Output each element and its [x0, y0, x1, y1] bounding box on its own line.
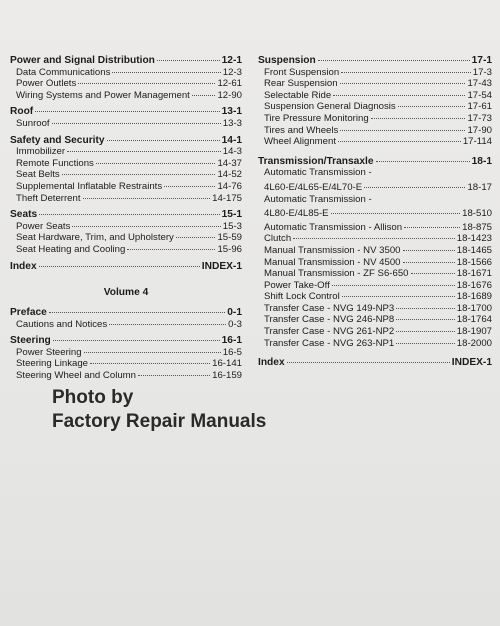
toc-heading-transmission[interactable]: Transmission/Transaxle 18-1 — [258, 153, 492, 165]
toc-heading-safety[interactable]: Safety and Security 14-1 — [10, 132, 242, 144]
toc-entry[interactable]: Transfer Case - NVG 149-NP3 18-1700 — [258, 300, 492, 312]
toc-entry[interactable]: Steering Wheel and Column 16-159 — [10, 367, 242, 379]
toc-entry[interactable]: Seat Belts 14-52 — [10, 166, 242, 178]
toc-entry[interactable]: Seat Hardware, Trim, and Upholstery 15-59 — [10, 229, 242, 241]
toc-entry[interactable]: Supplemental Inflatable Restraints 14-76 — [10, 178, 242, 190]
toc-entry[interactable]: Data Communications 12-3 — [10, 64, 242, 76]
toc-entry[interactable]: Suspension General Diagnosis 17-61 — [258, 98, 492, 110]
toc-entry[interactable]: Power Outlets 12-61 — [10, 75, 242, 87]
toc-entry[interactable]: Power Take-Off 18-1676 — [258, 277, 492, 289]
toc-heading-power-signal[interactable]: Power and Signal Distribution 12-1 — [10, 52, 242, 64]
toc-entry[interactable]: Manual Transmission - NV 4500 18-1566 — [258, 254, 492, 266]
toc-heading-seats[interactable]: Seats 15-1 — [10, 206, 242, 218]
toc-entry[interactable]: Tire Pressure Monitoring 17-73 — [258, 110, 492, 122]
toc-heading-roof[interactable]: Roof 13-1 — [10, 103, 242, 115]
toc-entry[interactable]: Manual Transmission - NV 3500 18-1465 — [258, 242, 492, 254]
photo-watermark — [52, 386, 266, 434]
toc-entry[interactable]: Transfer Case - NVG 263-NP1 18-2000 — [258, 335, 492, 347]
toc-heading-preface[interactable]: Preface 0-1 — [10, 304, 242, 316]
toc-entry[interactable]: Tires and Wheels 17-90 — [258, 122, 492, 134]
toc-heading-index-right[interactable]: Index INDEX-1 — [258, 354, 492, 366]
toc-entry[interactable]: Shift Lock Control 18-1689 — [258, 288, 492, 300]
toc-entry-multiline[interactable]: Automatic Transmission - 4L80-E/4L85-E 18-510 — [264, 193, 492, 220]
toc-entry[interactable]: Sunroof 13-3 — [10, 115, 242, 127]
toc-entry[interactable]: Manual Transmission - ZF S6-650 18-1671 — [258, 265, 492, 277]
toc-entry[interactable]: Remote Functions 14-37 — [10, 155, 242, 167]
toc-entry[interactable]: Selectable Ride 17-54 — [258, 87, 492, 99]
volume-heading: Volume 4 — [103, 287, 149, 299]
toc-entry[interactable]: Automatic Transmission - Allison 18-875 — [258, 219, 492, 231]
toc-right-column — [258, 52, 492, 369]
toc-entry-multiline[interactable]: Automatic Transmission - 4L60-E/4L65-E/4L70-E 18-17 — [264, 167, 492, 193]
toc-entry[interactable]: Wiring Systems and Power Management 12-90 — [10, 87, 242, 99]
watermark-line-2: Factory Repair Manuals — [52, 411, 267, 432]
toc-heading-steering[interactable]: Steering 16-1 — [10, 332, 242, 344]
toc-entry[interactable]: Transfer Case - NVG 261-NP2 18-1907 — [258, 323, 492, 335]
toc-entry[interactable]: Theft Deterrent 14-175 — [10, 190, 242, 202]
toc-entry[interactable]: Front Suspension 17-3 — [258, 64, 492, 76]
toc-entry[interactable]: Seat Heating and Cooling 15-96 — [10, 241, 242, 253]
toc-entry[interactable]: Immobilizer 14-3 — [10, 143, 242, 155]
toc-heading-suspension[interactable]: Suspension 17-1 — [258, 52, 492, 64]
toc-entry[interactable]: Power Steering 16-5 — [10, 344, 242, 356]
watermark-line-1: Photo by — [52, 387, 134, 408]
toc-heading-index[interactable]: Index INDEX-1 — [10, 258, 242, 270]
toc-entry[interactable]: Power Seats 15-3 — [10, 218, 242, 230]
toc-entry[interactable]: Clutch 18-1423 — [258, 230, 492, 242]
toc-left-column — [10, 52, 242, 382]
toc-entry[interactable]: Transfer Case - NVG 246-NP8 18-1764 — [258, 311, 492, 323]
toc-entry[interactable]: Rear Suspension 17-43 — [258, 75, 492, 87]
toc-entry[interactable]: Wheel Alignment 17-114 — [258, 133, 492, 145]
toc-entry[interactable]: Cautions and Notices 0-3 — [10, 316, 242, 328]
toc-entry[interactable]: Steering Linkage 16-141 — [10, 355, 242, 367]
